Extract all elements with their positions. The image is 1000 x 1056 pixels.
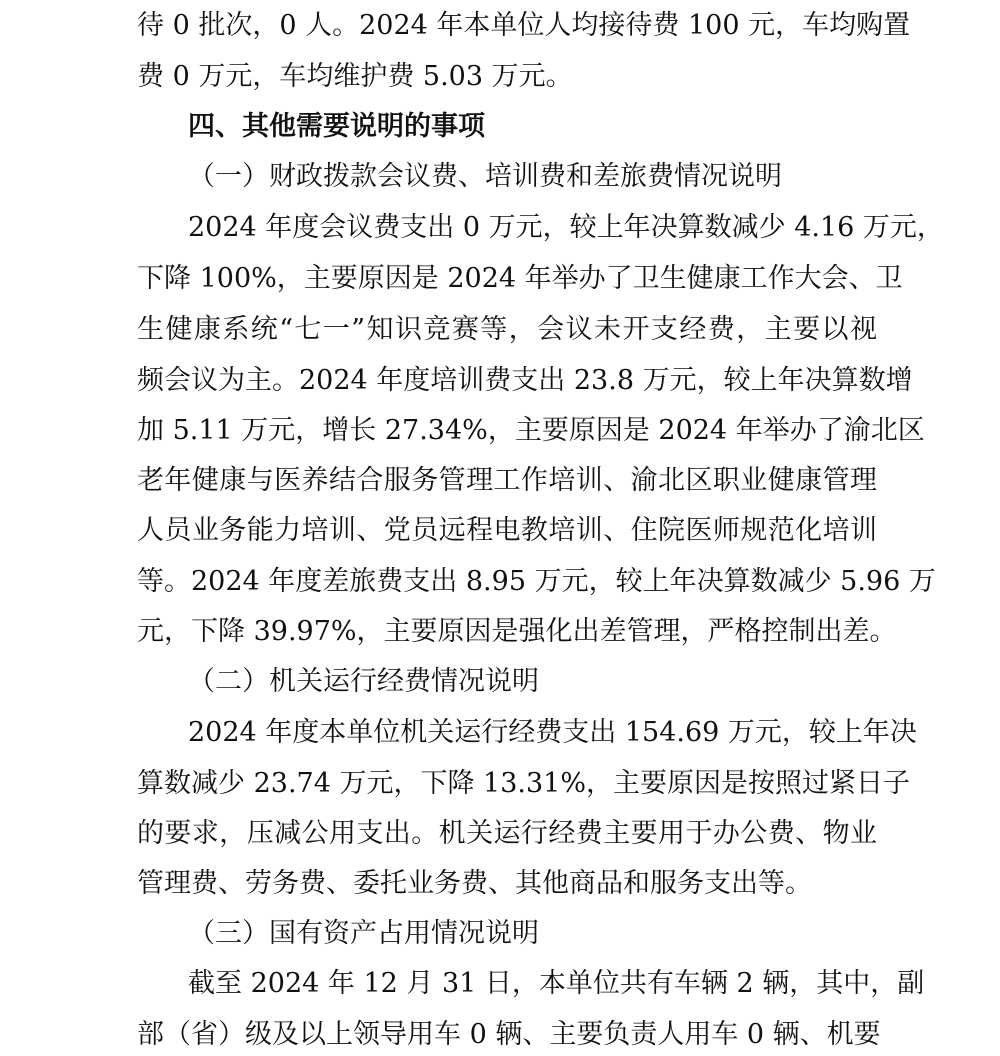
- paragraph-line: 等。2024 年度差旅费支出 8.95 万元，较上年决算数减少 5.96 万: [137, 566, 936, 597]
- paragraph-line: 老年健康与医养结合服务管理工作培训、渝北区职业健康管理: [137, 465, 877, 496]
- paragraph-line: 下降 100%，主要原因是 2024 年举办了卫生健康工作大会、卫: [137, 263, 903, 294]
- section-heading: 四、其他需要说明的事项: [188, 111, 485, 142]
- paragraph-line: 截至 2024 年 12 月 31 日，本单位共有车辆 2 辆，其中，副: [188, 968, 925, 999]
- paragraph-line: 人员业务能力培训、党员远程电教培训、住院医师规范化培训: [137, 515, 877, 546]
- subsection-heading: （一）财政拨款会议费、培训费和差旅费情况说明: [188, 161, 782, 192]
- paragraph-line: 频会议为主。2024 年度培训费支出 23.8 万元，较上年决算数增: [137, 365, 913, 396]
- subsection-heading: （二）机关运行经费情况说明: [188, 666, 539, 697]
- paragraph-line: 加 5.11 万元，增长 27.34%，主要原因是 2024 年举办了渝北区: [137, 415, 925, 446]
- paragraph-line: 生健康系统“七一”知识竞赛等，会议未开支经费，主要以视: [137, 314, 877, 345]
- paragraph-line: 费 0 万元，车均维护费 5.03 万元。: [137, 61, 573, 92]
- paragraph-line: 部（省）级及以上领导用车 0 辆、主要负责人用车 0 辆、机要: [137, 1019, 881, 1050]
- paragraph-line: 算数减少 23.74 万元，下降 13.31%，主要原因是按照过紧日子: [137, 768, 910, 799]
- subsection-heading: （三）国有资产占用情况说明: [188, 918, 539, 949]
- paragraph-line: 待 0 批次，0 人。2024 年本单位人均接待费 100 元，车均购置: [137, 10, 911, 41]
- paragraph-line: 元，下降 39.97%，主要原因是强化出差管理，严格控制出差。: [137, 616, 897, 647]
- paragraph-line: 2024 年度本单位机关运行经费支出 154.69 万元，较上年决: [188, 717, 917, 748]
- paragraph-line: 管理费、劳务费、委托业务费、其他商品和服务支出等。: [137, 868, 812, 899]
- paragraph-line: 2024 年度会议费支出 0 万元，较上年决算数减少 4.16 万元，: [188, 212, 944, 243]
- paragraph-line: 的要求，压减公用支出。机关运行经费主要用于办公费、物业: [137, 818, 877, 849]
